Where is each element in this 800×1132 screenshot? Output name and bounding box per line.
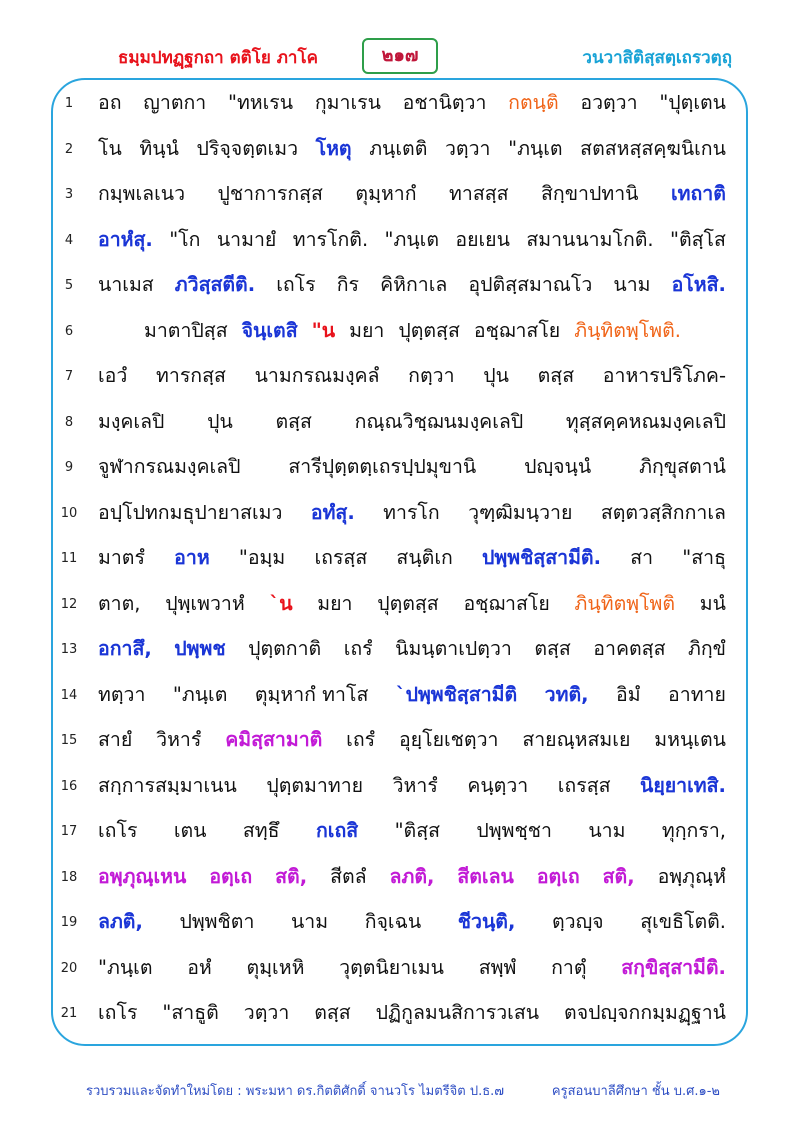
word: ลภติ,: [389, 864, 435, 888]
word: "สาธูติ: [162, 1001, 219, 1024]
word: อิมํ: [615, 682, 641, 706]
word: ตุมฺหากํ ทาโส: [254, 682, 369, 706]
word: สกฺขิสฺสามีติ.: [621, 955, 726, 979]
line-text: [98, 861, 726, 892]
word: "อมฺม: [238, 546, 286, 569]
word: มงฺคเลปิ: [98, 409, 165, 433]
word: วตฺวา: [243, 1001, 290, 1024]
word: กิร: [336, 273, 359, 296]
word: อาทาย: [668, 682, 726, 706]
word: ปพฺพชิสฺสามีติ.: [482, 546, 601, 569]
line-number: 8: [64, 414, 74, 430]
text-line: [50, 130, 750, 174]
word: วตฺวา: [444, 136, 491, 160]
line-text: [98, 997, 726, 1028]
word: ลภติ,: [98, 910, 143, 933]
word: ตุมฺหากํ: [355, 182, 417, 205]
word: `ปพฺพชิสฺสามีติ: [395, 682, 518, 706]
line-text: [98, 633, 726, 664]
word: มยา: [349, 318, 385, 342]
word: ทารกสฺส: [156, 364, 226, 387]
word: เอวํ: [98, 364, 128, 387]
line-number: 15: [60, 733, 78, 748]
word: สิกฺขาปทานิ: [541, 182, 639, 205]
word: อกาสึ,: [98, 637, 152, 660]
text-line: [50, 221, 750, 265]
word: อาหารปริโภค-: [602, 364, 726, 387]
word: ปฏิกูลมนสิการวเสน: [375, 1001, 540, 1024]
line-number: 5: [64, 278, 74, 293]
word: "สาธุ: [682, 546, 726, 569]
text-line: [50, 949, 750, 993]
word: คมิสฺสามาติ: [225, 728, 323, 751]
word: อชานิตฺวา: [402, 91, 487, 114]
word: กตนฺติ: [508, 91, 559, 114]
word: โหตุ: [315, 136, 352, 160]
line-number: 18: [60, 869, 78, 885]
line-number: 1: [64, 96, 74, 111]
line-number: 16: [60, 778, 78, 794]
word: อชฺฌาสโย: [473, 318, 561, 342]
word: นาเมส: [98, 273, 154, 296]
line-text: [98, 497, 726, 528]
word: สีตเลน: [457, 864, 514, 888]
word: สารีปุตฺตตฺเถรปฺปมุขานิ: [288, 455, 477, 478]
word: ภิกฺขํ: [687, 637, 726, 660]
text-line: [50, 175, 750, 219]
text-line: [50, 448, 750, 492]
word: กมฺพเลเนว: [98, 182, 186, 205]
line-text: [98, 224, 726, 255]
line-number: 7: [64, 369, 74, 384]
word: อยเยน: [455, 227, 510, 251]
word: ตุมฺเหหิ: [246, 955, 305, 979]
line-number: 10: [60, 505, 78, 521]
line-number: 14: [60, 687, 78, 703]
word: นาม: [588, 819, 626, 842]
word: สีตลํ: [330, 864, 367, 888]
word: ปริจฺจตฺตเมว: [196, 136, 299, 160]
word: "ภนฺเต: [508, 136, 563, 160]
word: นามกรณมงฺคลํ: [254, 364, 380, 387]
line-number: 4: [64, 232, 74, 248]
line-text: [98, 588, 726, 619]
word: ปูชาการกสฺส: [217, 182, 323, 205]
word: อหํ: [187, 955, 212, 979]
word: อวตฺวา: [580, 91, 638, 114]
word: "ภนฺเต: [98, 955, 153, 979]
word: ทารโกติ.: [292, 227, 369, 251]
word: อพฺภุณฺหํ: [657, 864, 726, 888]
word: "โก: [169, 227, 201, 251]
word: ปุตฺตสฺส: [398, 318, 460, 342]
word: ตฺวญฺจ: [551, 910, 604, 933]
word: อถ: [98, 91, 122, 114]
word: ปุน: [483, 364, 509, 387]
word: ทารโก: [383, 500, 440, 524]
word: เถโร: [98, 1001, 138, 1024]
word: วุตฺตนิยาเมน: [339, 955, 444, 979]
line-text: [98, 133, 726, 164]
line-text: [98, 406, 726, 437]
word: เทถาติ: [670, 182, 726, 205]
word: กตฺวา: [408, 364, 455, 387]
word: เถรํ: [343, 637, 373, 660]
word: สติ,: [602, 864, 635, 888]
line-number: 11: [60, 551, 78, 566]
word: ตสฺส: [534, 637, 571, 660]
word: นิยฺยาเทสิ.: [640, 773, 726, 797]
word: กิจฺเฉน: [364, 910, 422, 933]
word: เตน: [173, 819, 207, 842]
text-line: [50, 721, 750, 765]
word: "ภนฺเต: [172, 682, 228, 706]
word: สพฺพํ: [478, 955, 517, 979]
word: "ติสฺโส: [670, 227, 726, 251]
word: วทติ,: [544, 682, 589, 706]
word: อปฺโปทกมธุปายาสเมว: [98, 500, 283, 524]
line-number: 13: [60, 642, 78, 657]
word: ตาต,: [98, 591, 141, 615]
word: จินฺเตสิ: [241, 318, 298, 342]
word: วิหารํ: [156, 728, 202, 751]
word: ญาตกา: [143, 91, 207, 114]
line-number: 19: [60, 915, 78, 930]
text-line: [50, 494, 750, 538]
word: เถรสฺส: [314, 546, 368, 569]
word: ตสฺส: [275, 409, 312, 433]
word: สทฺธึ: [242, 819, 280, 842]
word: สายณฺหสมเย: [522, 728, 631, 751]
line-number: 3: [64, 187, 74, 202]
text-line: [50, 84, 750, 128]
text-line: [50, 585, 750, 629]
line-number: 6: [64, 323, 74, 339]
word: ภินฺทิตพฺโพติ.: [574, 318, 681, 342]
line-text: [144, 315, 726, 346]
word: สตฺตวสฺสิกกาเล: [600, 500, 726, 524]
line-number: 2: [64, 141, 74, 157]
word: สา: [630, 546, 654, 569]
word: เถรํ: [346, 728, 376, 751]
word: เถโร: [98, 819, 138, 842]
word: ทุสฺสคฺคหณมงฺคเลปิ: [565, 409, 726, 433]
text-line: [50, 858, 750, 902]
word: ปุตฺตกาติ: [248, 637, 322, 660]
word: สุเขธิโตติ.: [640, 910, 726, 933]
text-line: [50, 903, 750, 947]
text-line: [50, 767, 750, 811]
line-text: [98, 87, 726, 118]
word: คนฺตฺวา: [467, 773, 529, 797]
word: สกฺการสมฺมาเนน: [98, 773, 237, 797]
word: มาตาปิสฺส: [144, 318, 228, 342]
word: "น: [311, 318, 336, 342]
word: ภิกฺขุสตานํ: [639, 455, 726, 478]
word: ทตฺวา: [98, 682, 146, 706]
text-line: [50, 312, 750, 356]
word: อพฺภุณฺเหน: [98, 864, 187, 888]
word: อโหสิ.: [671, 273, 726, 296]
word: สมานนามโกติ.: [526, 227, 654, 251]
word: สตสหสฺสคฺฆนิเกน: [580, 136, 726, 160]
word: วิหารํ: [392, 773, 438, 797]
word: อตฺเถ: [209, 864, 253, 888]
line-text: [98, 815, 726, 846]
book-title: ธมฺมปทฏฺฐกถา ตติโย ภาโค: [118, 48, 318, 68]
word: สติ,: [275, 864, 308, 888]
word: กาตุํ: [551, 955, 587, 979]
word: อาคตสฺส: [593, 637, 666, 660]
line-number: 9: [64, 460, 74, 475]
word: อุปติสฺสมาณโว: [468, 273, 593, 296]
word: "ทหเรน: [227, 91, 294, 114]
text-line: [50, 676, 750, 720]
word: ปุพฺเพวาหํ: [165, 591, 245, 615]
word: ปพฺพช: [174, 637, 226, 660]
word: "ปุตฺเตน: [659, 91, 726, 114]
word: อทํสุ.: [310, 500, 355, 524]
text-line: [50, 266, 750, 310]
word: ทินฺนํ: [139, 136, 179, 160]
line-number: 20: [60, 960, 78, 976]
word: อาห: [174, 546, 210, 569]
word: นาม: [290, 910, 329, 933]
word: ทุกฺกรา,: [661, 819, 726, 842]
footer-author: รวบรวมและจัดทำใหม่โดย : พระมหา ดร.กิตติศักดิ์ จานวโร ไมตรีจิต ป.ธ.๗: [86, 1084, 505, 1099]
word: อตฺเถ: [536, 864, 580, 888]
word: ปุน: [207, 409, 233, 433]
line-text: [98, 724, 726, 755]
word: `น: [269, 591, 293, 615]
word: ตสฺส: [537, 364, 575, 387]
word: อชฺฌาสโย: [463, 591, 550, 615]
word: ตสฺส: [314, 1001, 351, 1024]
footer-course: ครูสอนบาลีศึกษา ชั้น บ.ศ.๑-๒: [551, 1084, 720, 1099]
word: อุยฺโยเชตฺวา: [398, 728, 499, 751]
word: เถโร: [276, 273, 316, 296]
word: "ติสฺส: [394, 819, 441, 842]
word: สนฺติเก: [396, 546, 453, 569]
line-number: 17: [60, 824, 78, 839]
text-line: [50, 357, 750, 401]
word: ภวิสฺสตีติ.: [174, 273, 256, 296]
word: จูฬากรณมงฺคเลปิ: [98, 455, 241, 478]
text-line: [50, 812, 750, 856]
word: ปุตฺตสฺส: [377, 591, 439, 615]
line-text: [98, 906, 726, 937]
line-text: [98, 178, 726, 209]
word: กณฺณวิชฺฌนมงฺคเลปิ: [354, 409, 524, 433]
line-text: [98, 770, 726, 801]
word: อาหํสุ.: [98, 227, 153, 251]
word: ชีวนฺติ,: [457, 910, 516, 933]
line-text: [98, 952, 726, 983]
word: ปญฺจนฺนํ: [524, 455, 592, 478]
word: มยา: [317, 591, 353, 615]
word: นิมนฺตาเปตฺวา: [395, 637, 512, 660]
word: ภนฺเตติ: [369, 136, 428, 160]
word: สายํ: [98, 728, 133, 751]
word: มหนฺเตน: [654, 728, 726, 751]
word: คิหิกาเล: [380, 273, 448, 296]
word: มาตรํ: [98, 546, 145, 569]
line-text: [98, 360, 726, 391]
line-text: [98, 451, 726, 482]
word: ภินฺทิตพฺโพติ: [574, 591, 676, 615]
line-text: [98, 679, 726, 710]
word: ปพฺพชิตา: [179, 910, 255, 933]
text-line: [50, 630, 750, 674]
line-text: [98, 269, 726, 300]
word: ปุตฺตมาทาย: [266, 773, 364, 797]
word: กุมาเรน: [314, 91, 381, 114]
word: โน: [98, 136, 122, 160]
word: "ภนฺเต: [384, 227, 439, 251]
story-title: วนวาสิติสฺสตฺเถรวตฺถุ: [582, 48, 732, 68]
text-line: [50, 403, 750, 447]
word: ตจปญฺจกกมฺมฏฺฐานํ: [564, 1001, 726, 1024]
word: กเถสิ: [315, 819, 359, 842]
word: นาม: [613, 273, 651, 296]
word: วุฑฺฒิมนฺวาย: [468, 500, 573, 524]
text-line: [50, 539, 750, 583]
word: ปพฺพชฺชา: [476, 819, 552, 842]
word: ทาสสฺส: [449, 182, 509, 205]
word: มนํ: [699, 591, 726, 615]
line-number: 21: [60, 1006, 78, 1021]
line-number: 12: [60, 596, 78, 612]
text-line: [50, 994, 750, 1038]
page-number: ๒๑๗: [362, 38, 438, 74]
word: นามายํ: [216, 227, 277, 251]
word: เถรสฺส: [557, 773, 611, 797]
line-text: [98, 542, 726, 573]
